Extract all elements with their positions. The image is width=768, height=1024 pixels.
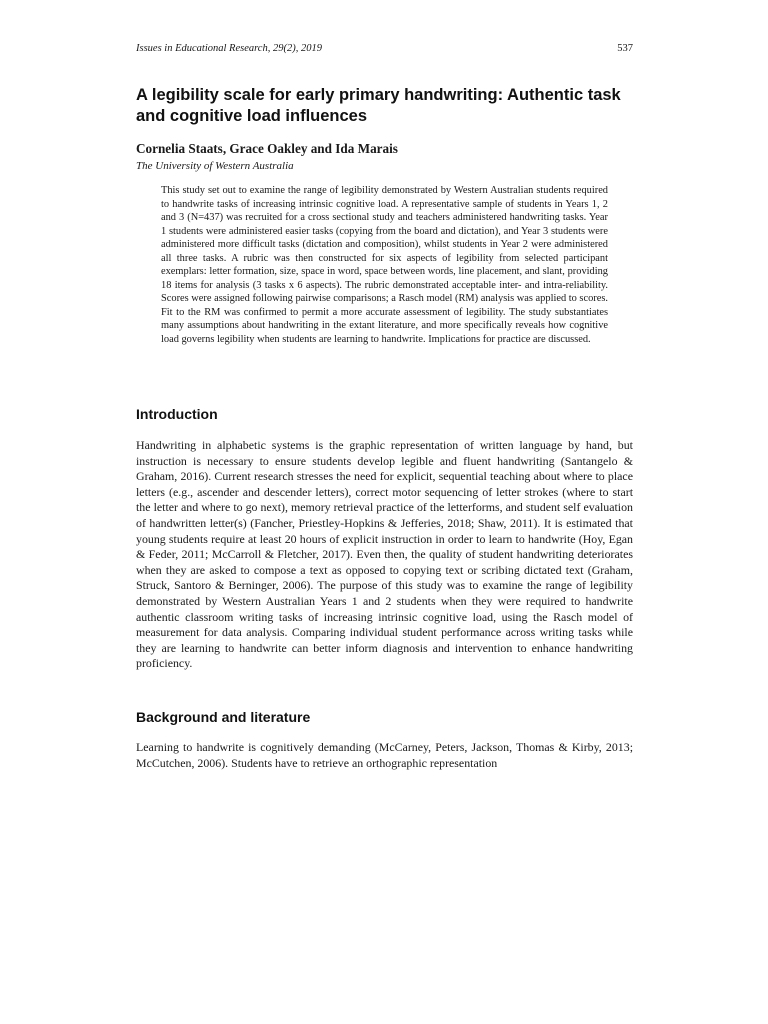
introduction-paragraph: Handwriting in alphabetic systems is the graphic representation of written language by hand, but instruction is necessary to ensure students develop legible and fluent handwriting (Santangelo & Graham, 2016). Current research stresses the need for explicit, sequential teaching about where to place letters (e.g., ascender and descender letters), correct motor sequencing of letter strokes (where to start the letter and where to go next), memory retrieval practice of the letterforms, and student self evaluation of handwritten letter(s) (Fancher, Priestley-Hopkins & Jefferies, 2018; Shaw, 2011). It is estimated that young students require at least 20 hours of explicit instruction in order to learn to handwrite (Hoy, Egan & Feder, 2011; McCarroll & Fletcher, 2017). Even then, the quality of student handwriting deteriorates when they are asked to compose a text as opposed to copying text or scribing dictated text (Graham, Struck, Santoro & Berninger, 2006). The purpose of this study was to examine the range of legibility demonstrated by Western Australian Years 1 and 2 students when they were required to handwrite authentic classroom writing tasks of increasing intrinsic cognitive load, using the Rasch model of measurement for data analysis. Comparing individual student performance across writing tasks while they are learning to handwrite can better inform diagnosis and intervention to enhance handwriting proficiency.	[136, 438, 633, 671]
author-list: Cornelia Staats, Grace Oakley and Ida Marais	[136, 141, 398, 156]
author-affiliation: The University of Western Australia	[136, 160, 294, 172]
section-heading-introduction: Introduction	[136, 406, 218, 422]
running-header	[136, 43, 633, 54]
section-heading-background: Background and literature	[136, 709, 311, 725]
article-title: A legibility scale for early primary handwriting: Authentic task and cognitive load influences	[136, 86, 621, 125]
page-number: 537	[617, 43, 633, 54]
background-paragraph: Learning to handwrite is cognitively demanding (McCarney, Peters, Jackson, Thomas & Kirby, 2013; McCutchen, 2006). Students have to retrieve an orthographic representation	[136, 740, 633, 770]
abstract: This study set out to examine the range of legibility demonstrated by Western Australian students required to handwrite tasks of increasing intrinsic cognitive load. A representative sample of students in Years 1, 2 and 3 (N=437) was recruited for a cross sectional study and teachers administered handwriting tasks. Year 1 students were administered easier tasks (copying from the board and dictation), and Year 3 students were administered more difficult tasks (dictation and composition), whilst students in Year 2 were administered all three tasks. A rubric was then constructed for six aspects of legibility from selected participant exemplars: letter formation, size, space in word, space between words, line placement, and slant, providing 18 items for analysis (3 tasks x 6 aspects). The rubric demonstrated acceptable inter- and intra-reliability. Scores were assigned following pairwise comparisons; a Rasch model (RM) analysis was applied to scores. Fit to the RM was confirmed to permit a more accurate assessment of legibility. The study substantiates many assumptions about handwriting in the extant literature, and more specifically reveals how cognitive load governs legibility when students are learning to handwrite. Implications for practice are discussed.	[161, 185, 608, 346]
journal-citation: Issues in Educational Research, 29(2), 2019	[136, 43, 322, 54]
